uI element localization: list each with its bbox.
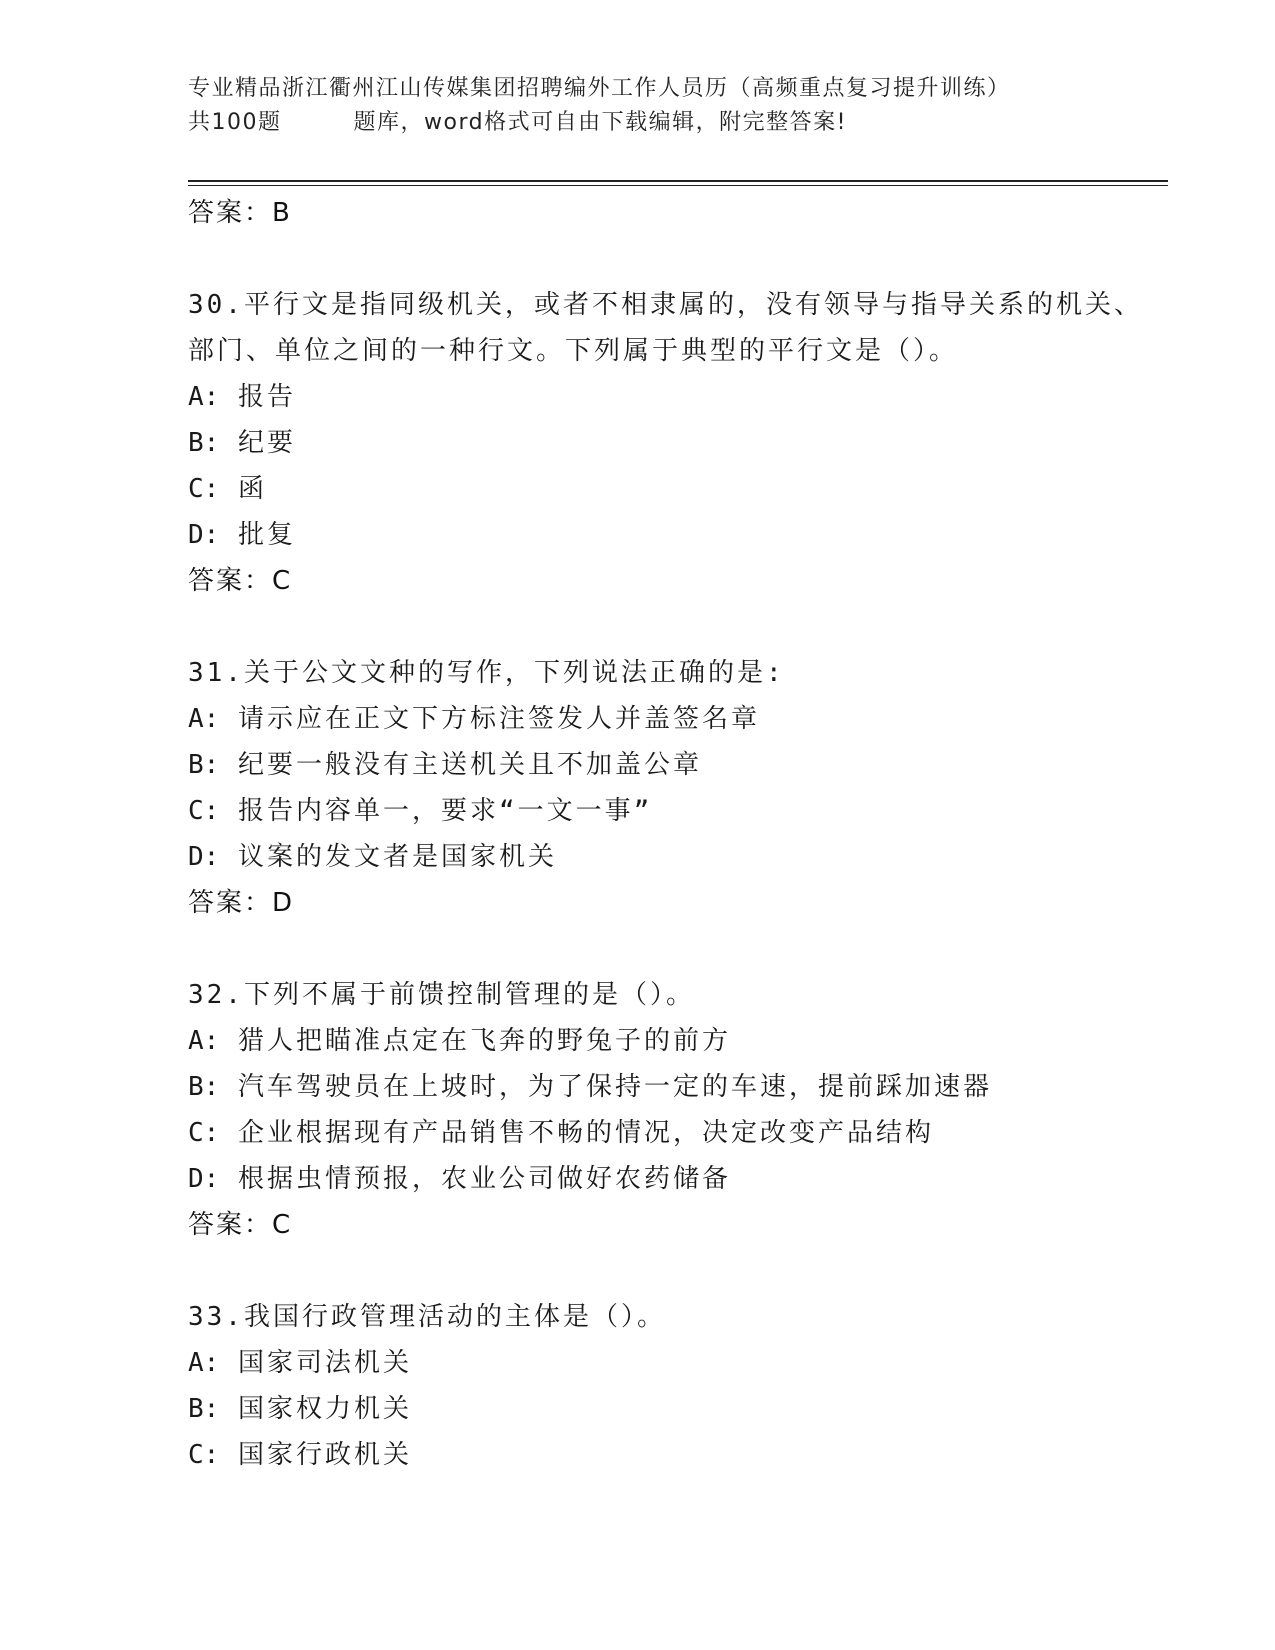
option-text: 纪要: [237, 428, 296, 458]
option-text: 国家权力机关: [237, 1394, 412, 1424]
header-title-line: 专业精品浙江衢州江山传媒集团招聘编外工作人员历（高频重点复习提升训练）: [188, 76, 1011, 101]
option-c: [188, 1432, 1168, 1478]
option-c: [188, 1110, 1168, 1156]
option-a: [188, 1340, 1168, 1386]
option-text: 汽车驾驶员在上坡时，为了保持一定的车速，提前踩加速器: [237, 1072, 992, 1102]
option-text: 报告: [237, 382, 296, 412]
option-label: A:: [188, 1348, 220, 1378]
question-33: [188, 1294, 1168, 1478]
answer-line: 答案：C: [188, 566, 293, 596]
option-label: B:: [188, 1394, 220, 1424]
page-header: [188, 72, 1168, 140]
option-label: B:: [188, 428, 220, 458]
question-32: [188, 972, 1168, 1294]
option-label: D:: [188, 1164, 220, 1194]
option-text: 国家行政机关: [237, 1440, 412, 1470]
answer-line: 答案：D: [188, 888, 295, 918]
option-b: [188, 1386, 1168, 1432]
option-c: [188, 466, 1168, 512]
option-text: 根据虫情预报，农业公司做好农药储备: [237, 1164, 731, 1194]
option-text: 函: [237, 474, 267, 504]
question-stem: 30.平行文是指同级机关，或者不相隶属的，没有领导与指导关系的机关、部门、单位之间的一种行文。下列属于典型的平行文是（）。: [188, 290, 1143, 366]
option-label: C:: [188, 1118, 220, 1148]
option-text: 纪要一般没有主送机关且不加盖公章: [237, 750, 702, 780]
header-note: 题库，word格式可自由下载编辑，附完整答案!: [353, 110, 847, 135]
option-text: 猎人把瞄准点定在飞奔的野兔子的前方: [237, 1026, 731, 1056]
option-b: [188, 742, 1168, 788]
option-text: 国家司法机关: [237, 1348, 412, 1378]
option-b: [188, 420, 1168, 466]
option-label: A:: [188, 1026, 220, 1056]
option-a: [188, 1018, 1168, 1064]
option-text: 议案的发文者是国家机关: [237, 842, 557, 872]
question-stem: 33.我国行政管理活动的主体是（）。: [188, 1302, 666, 1332]
option-b: [188, 1064, 1168, 1110]
option-text: 批复: [237, 520, 296, 550]
option-d: [188, 834, 1168, 880]
answer-line: 答案：C: [188, 1210, 293, 1240]
option-label: A:: [188, 382, 220, 412]
option-label: C:: [188, 474, 220, 504]
option-label: A:: [188, 704, 220, 734]
option-text: 企业根据现有产品销售不畅的情况，决定改变产品结构: [237, 1118, 934, 1148]
question-30: [188, 282, 1168, 650]
option-label: C:: [188, 796, 220, 826]
option-a: [188, 696, 1168, 742]
option-label: B:: [188, 750, 220, 780]
option-d: [188, 512, 1168, 558]
question-count: 共100题: [188, 110, 282, 135]
question-list: [188, 190, 1168, 1478]
option-label: D:: [188, 520, 220, 550]
header-subtitle-line: [188, 106, 1168, 140]
previous-answer: 答案：B: [188, 198, 292, 228]
option-label: C:: [188, 1440, 220, 1470]
option-a: [188, 374, 1168, 420]
option-text: 报告内容单一，要求“一文一事”: [237, 796, 653, 826]
header-divider-thick: [188, 180, 1168, 182]
option-label: B:: [188, 1072, 220, 1102]
option-d: [188, 1156, 1168, 1202]
option-label: D:: [188, 842, 220, 872]
question-stem: 32.下列不属于前馈控制管理的是（）。: [188, 980, 695, 1010]
header-divider-thin: [188, 185, 1168, 186]
option-c: [188, 788, 1168, 834]
question-31: [188, 650, 1168, 972]
question-stem: 31.关于公文文种的写作，下列说法正确的是:: [188, 658, 785, 688]
option-text: 请示应在正文下方标注签发人并盖签名章: [237, 704, 760, 734]
